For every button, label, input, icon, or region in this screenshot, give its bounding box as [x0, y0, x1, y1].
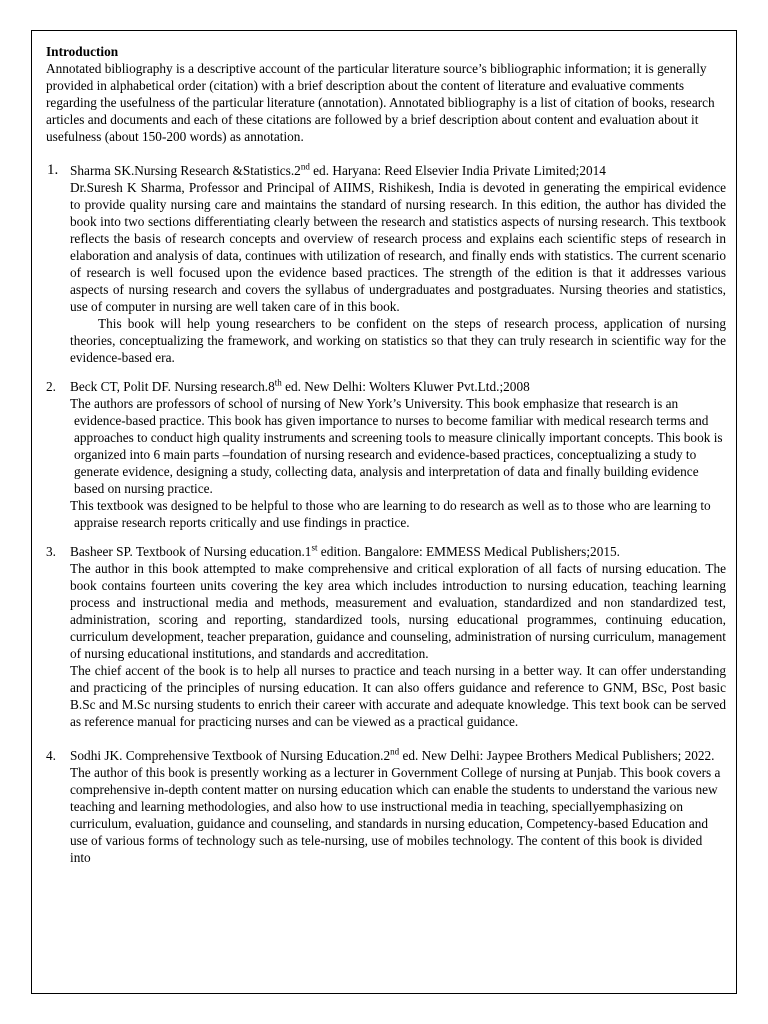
citation-text: Sharma SK.Nursing Research &Statistics.2 [70, 163, 301, 178]
citation [70, 162, 726, 179]
annotation-paragraph: The author in this book attempted to make comprehensive and critical exploration of all facts of nursing education. The book contains fourteen units covering the key area which includes introduction to nursing education, teaching learning process and instructional media and methods, measurement and evaluation, standardized and non standardized test, administration, scoring and reporting, standardized tools, nursing educational programmes, continuing education, curriculum development, teacher preparation, guidance and counseling, administration of nursing curriculum, management of nursing educational institutions, and standards and accreditation. [70, 561, 726, 661]
citation-text: Basheer SP. Textbook of Nursing education.1 [70, 544, 312, 559]
citation-superscript: th [274, 377, 282, 388]
intro-paragraph: Annotated bibliography is a descriptive account of the particular literature source’s bibliographic information; it is generally provided in alphabetical order (citation) with a brief description about the content of literature and evaluative comments regarding the usefulness of the particular literature (annotation). Annotated bibliography is a list of citation of books, research articles and documents and each of these citations are followed by a brief description about content and evaluation about it usefulness (about 150-200 words) as annotation. [46, 61, 715, 144]
bibliography-entry-2 [46, 378, 726, 531]
citation-text-rest: ed. New Delhi: Jaypee Brothers Medical Publishers; 2022. [399, 748, 715, 763]
citation-text-rest: ed. Haryana: Reed Elsevier India Private Limited;2014 [309, 163, 606, 178]
bibliography-entry-3 [46, 543, 726, 730]
entry-number: 4. [46, 748, 56, 763]
entry-number: 1. [47, 162, 59, 178]
citation-text: Sodhi JK. Comprehensive Textbook of Nursing Education.2 [70, 748, 391, 763]
document-body [46, 43, 726, 866]
annotation-paragraph: This textbook was designed to be helpful to those who are learning to do research as well as to those who are learning to appraise research reports critically and use findings in practice. [70, 498, 711, 530]
citation-text-rest: edition. Bangalore: EMMESS Medical Publishers;2015. [317, 544, 620, 559]
citation [70, 747, 726, 764]
bibliography-entry-1 [46, 162, 726, 366]
annotation-paragraph: Dr.Suresh K Sharma, Professor and Principal of AIIMS, Rishikesh, India is devoted in generating the empirical evidence to provide quality nursing care and maintains the standard of nursing research. In this edition, the author has divided the book into two sections differentiating clearly between the research and statistics aspects of nursing research. This textbook reflects the basis of research concepts and overview of research process and explains each scientific steps of research in elaboration and analysis of data, continues with utilization of research, and finally ends with statistics. The current scenario of research is well focused upon the evidence based practices. The strength of the edition is that it addresses various aspects of nursing research and covers the syllabus of undergraduates and postgraduates. Nursing theories and statistics, use of computer in nursing are well taken care of in this book. [70, 180, 726, 314]
citation [70, 543, 726, 560]
bibliography-entry-4 [46, 747, 726, 866]
annotation-paragraph: The authors are professors of school of nursing of New York’s University. This book emphasize that research is an evidence-based practice. This book has given importance to nurses to become familiar with medical research terms and approaches to conduct high quality instruments and screening tools to measure clinically important concepts. This book is organized into 6 main parts –foundation of nursing research and evidence-based practices, conceptualizing a study to generate evidence, designing a study, collecting data, analysis and interpretation of data and finally building evidence based on nursing practice. [70, 396, 723, 496]
entry-number: 2. [46, 379, 56, 394]
annotation-paragraph: This book will help young researchers to be confident on the steps of research process, application of nursing theories, conceptualizing the framework, and working on statistics so that they can truly research in scientific way for the evidence-based era. [70, 316, 726, 365]
citation-superscript: st [311, 542, 318, 553]
annotation-paragraph: The author of this book is presently working as a lecturer in Government College of nursing at Punjab. This book covers a comprehensive in-depth content matter on nursing education which can enable the students to understand the various new teaching and learning methodologies, and also how to use instructional media in teaching, speciallyemphasizing on curriculum, evaluation, guidance and counseling, and standards in nursing education, Competency-based Education and use of various forms of technology such as tele-nursing, use of mobiles technology. The content of this book is divided into [70, 765, 721, 865]
citation [70, 378, 726, 395]
annotation-paragraph: The chief accent of the book is to help all nurses to practice and teach nursing in a better way. It can offer understanding and practicing of the principles of nursing education. It can also offers guidance and reference to GNM, BSc, Post basic B.Sc and M.Sc nursing students to enrich their career with accurate and adequate knowledge. This text book can be served as reference manual for practicing nurses and can be viewed as a practical guidance. [70, 663, 726, 729]
citation-text-rest: ed. New Delhi: Wolters Kluwer Pvt.Ltd.;2008 [281, 379, 530, 394]
section-heading: Introduction [46, 44, 119, 59]
page-frame [31, 30, 737, 994]
citation-superscript: nd [300, 161, 310, 172]
entry-number: 3. [46, 544, 56, 559]
citation-text: Beck CT, Polit DF. Nursing research.8 [70, 379, 275, 394]
citation-superscript: nd [390, 746, 400, 757]
